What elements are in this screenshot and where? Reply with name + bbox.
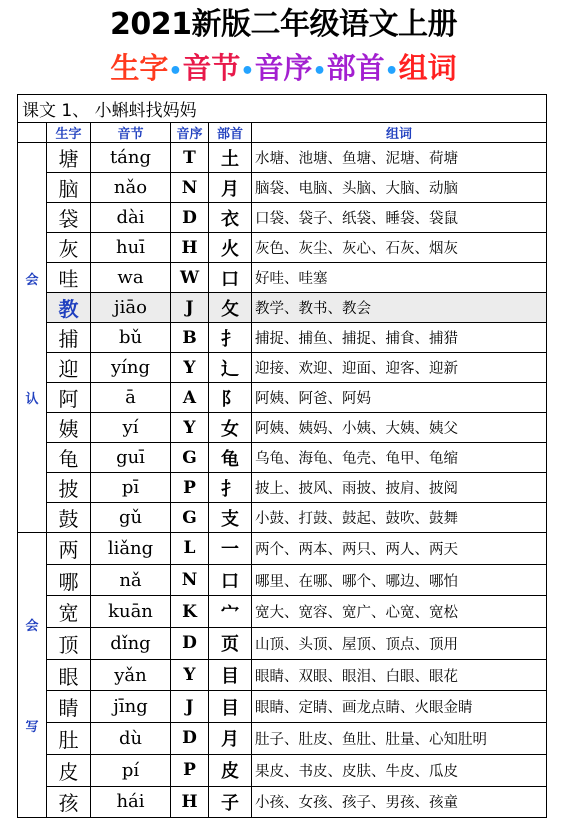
- row-words: 山顶、头顶、屋顶、顶点、顶用: [252, 628, 547, 660]
- table-row: [18, 353, 547, 383]
- page-title: 2021新版二年级语文上册: [110, 7, 457, 42]
- table-row: [18, 628, 547, 660]
- row-char: 哇: [47, 263, 91, 293]
- row-char: 捕: [47, 323, 91, 353]
- row-char: 袋: [47, 203, 91, 233]
- row-char: 塘: [47, 143, 91, 173]
- row-pinyin: wa: [91, 263, 171, 293]
- header-blank: [18, 123, 47, 143]
- row-order: J: [171, 293, 209, 323]
- row-words: 眼睛、定睛、画龙点睛、火眼金睛: [252, 691, 547, 723]
- row-words: 果皮、书皮、皮肤、牛皮、瓜皮: [252, 754, 547, 786]
- group-label: [18, 533, 47, 818]
- row-order: N: [171, 564, 209, 596]
- row-char: 孩: [47, 786, 91, 818]
- subtitle-dot: •: [384, 59, 399, 84]
- table-row: [18, 564, 547, 596]
- table-row: [18, 293, 547, 323]
- page-subtitle: [0, 50, 567, 90]
- row-char: 眼: [47, 659, 91, 691]
- group-label: [18, 143, 47, 533]
- row-order: G: [171, 443, 209, 473]
- row-order: P: [171, 473, 209, 503]
- table-row: [18, 723, 547, 755]
- table-row: [18, 691, 547, 723]
- row-pinyin: guī: [91, 443, 171, 473]
- row-char: 龟: [47, 443, 91, 473]
- row-radical: 女: [209, 413, 252, 443]
- row-pinyin: yíng: [91, 353, 171, 383]
- row-char: 宽: [47, 596, 91, 628]
- row-words: 阿姨、阿爸、阿妈: [252, 383, 547, 413]
- row-words: 迎接、欢迎、迎面、迎客、迎新: [252, 353, 547, 383]
- row-radical: 月: [209, 173, 252, 203]
- row-order: A: [171, 383, 209, 413]
- table-row: [18, 596, 547, 628]
- row-radical: 扌: [209, 473, 252, 503]
- subtitle-segment: 部首: [326, 51, 385, 85]
- row-pinyin: pī: [91, 473, 171, 503]
- row-order: P: [171, 754, 209, 786]
- row-radical: 目: [209, 659, 252, 691]
- row-pinyin: liǎng: [91, 533, 171, 565]
- row-radical: 辶: [209, 353, 252, 383]
- row-pinyin: dài: [91, 203, 171, 233]
- row-char: 灰: [47, 233, 91, 263]
- row-words: 口袋、袋子、纸袋、睡袋、袋鼠: [252, 203, 547, 233]
- lesson-title: 课文 1、 小蝌蚪找妈妈: [18, 95, 547, 123]
- row-radical: 支: [209, 503, 252, 533]
- group-label-char: 会: [25, 272, 39, 288]
- row-char: 迎: [47, 353, 91, 383]
- row-words: 教学、教书、教会: [252, 293, 547, 323]
- row-order: Y: [171, 353, 209, 383]
- table-row: [18, 754, 547, 786]
- row-radical: 口: [209, 263, 252, 293]
- row-pinyin: nǎ: [91, 564, 171, 596]
- table-row: [18, 786, 547, 818]
- row-radical: 龟: [209, 443, 252, 473]
- table-row: [18, 503, 547, 533]
- row-words: 哪里、在哪、哪个、哪边、哪怕: [252, 564, 547, 596]
- table-row: [18, 383, 547, 413]
- table-row: [18, 473, 547, 503]
- row-order: D: [171, 723, 209, 755]
- row-char: 鼓: [47, 503, 91, 533]
- group-label-char: 写: [25, 720, 39, 736]
- row-radical: 攵: [209, 293, 252, 323]
- row-pinyin: pí: [91, 754, 171, 786]
- header-order: 音序: [171, 123, 209, 143]
- row-words: 宽大、宽容、宽广、心宽、宽松: [252, 596, 547, 628]
- row-char: 披: [47, 473, 91, 503]
- row-order: K: [171, 596, 209, 628]
- row-char: 姨: [47, 413, 91, 443]
- table-row: [18, 173, 547, 203]
- row-words: 阿姨、姨妈、小姨、大姨、姨父: [252, 413, 547, 443]
- row-radical: 页: [209, 628, 252, 660]
- subtitle-segment: 音节: [182, 51, 241, 85]
- row-order: D: [171, 628, 209, 660]
- row-char: 两: [47, 533, 91, 565]
- row-order: H: [171, 233, 209, 263]
- row-words: 肚子、肚皮、鱼肚、肚量、心知肚明: [252, 723, 547, 755]
- row-pinyin: bǔ: [91, 323, 171, 353]
- row-char: 教: [47, 293, 91, 323]
- subtitle-segment: 组词: [398, 51, 457, 85]
- row-words: 好哇、哇塞: [252, 263, 547, 293]
- row-order: J: [171, 691, 209, 723]
- row-pinyin: jiāo: [91, 293, 171, 323]
- row-radical: 皮: [209, 754, 252, 786]
- row-order: T: [171, 143, 209, 173]
- row-pinyin: nǎo: [91, 173, 171, 203]
- table-row: [18, 443, 547, 473]
- row-words: 披上、披风、雨披、披肩、披阅: [252, 473, 547, 503]
- table-row: [18, 143, 547, 173]
- row-char: 脑: [47, 173, 91, 203]
- row-words: 眼睛、双眼、眼泪、白眼、眼花: [252, 659, 547, 691]
- row-words: 捕捉、捕鱼、捕捉、捕食、捕猎: [252, 323, 547, 353]
- subtitle-segment: 音序: [254, 51, 313, 85]
- row-order: Y: [171, 413, 209, 443]
- row-words: 脑袋、电脑、头脑、大脑、动脑: [252, 173, 547, 203]
- row-radical: 土: [209, 143, 252, 173]
- table-row: [18, 263, 547, 293]
- row-words: 乌龟、海龟、龟壳、龟甲、龟缩: [252, 443, 547, 473]
- row-pinyin: yí: [91, 413, 171, 443]
- row-words: 小孩、女孩、孩子、男孩、孩童: [252, 786, 547, 818]
- row-pinyin: jīng: [91, 691, 171, 723]
- row-char: 哪: [47, 564, 91, 596]
- row-pinyin: ā: [91, 383, 171, 413]
- table-row: [18, 659, 547, 691]
- group-label-char: 会: [25, 619, 39, 635]
- row-pinyin: táng: [91, 143, 171, 173]
- table-row: [18, 323, 547, 353]
- row-order: G: [171, 503, 209, 533]
- header-pinyin: 音节: [91, 123, 171, 143]
- row-pinyin: gǔ: [91, 503, 171, 533]
- row-char: 睛: [47, 691, 91, 723]
- row-pinyin: kuān: [91, 596, 171, 628]
- subtitle-segment: 生字: [110, 51, 169, 85]
- group-label-char: 认: [25, 391, 39, 407]
- table-row: [18, 533, 547, 565]
- row-char: 顶: [47, 628, 91, 660]
- row-pinyin: dù: [91, 723, 171, 755]
- row-order: N: [171, 173, 209, 203]
- row-pinyin: yǎn: [91, 659, 171, 691]
- row-radical: 子: [209, 786, 252, 818]
- table-row: [18, 413, 547, 443]
- header-radical: 部首: [209, 123, 252, 143]
- row-char: 肚: [47, 723, 91, 755]
- row-order: B: [171, 323, 209, 353]
- row-radical: 火: [209, 233, 252, 263]
- row-order: Y: [171, 659, 209, 691]
- subtitle-dot: •: [312, 59, 327, 84]
- row-order: H: [171, 786, 209, 818]
- vocab-table: [17, 94, 547, 818]
- row-char: 阿: [47, 383, 91, 413]
- row-words: 两个、两本、两只、两人、两天: [252, 533, 547, 565]
- row-radical: 宀: [209, 596, 252, 628]
- table-row: [18, 203, 547, 233]
- row-pinyin: huī: [91, 233, 171, 263]
- row-radical: 目: [209, 691, 252, 723]
- row-order: W: [171, 263, 209, 293]
- header-char: 生字: [47, 123, 91, 143]
- row-radical: 一: [209, 533, 252, 565]
- row-pinyin: hái: [91, 786, 171, 818]
- row-radical: 阝: [209, 383, 252, 413]
- row-words: 灰色、灰尘、灰心、石灰、烟灰: [252, 233, 547, 263]
- subtitle-dot: •: [240, 59, 255, 84]
- header-row: [18, 123, 547, 143]
- header-words: 组词: [252, 123, 547, 143]
- row-radical: 扌: [209, 323, 252, 353]
- table-row: [18, 233, 547, 263]
- row-radical: 月: [209, 723, 252, 755]
- row-order: L: [171, 533, 209, 565]
- row-order: D: [171, 203, 209, 233]
- row-radical: 衣: [209, 203, 252, 233]
- subtitle-dot: •: [168, 59, 183, 84]
- row-radical: 口: [209, 564, 252, 596]
- row-words: 水塘、池塘、鱼塘、泥塘、荷塘: [252, 143, 547, 173]
- row-words: 小鼓、打鼓、鼓起、鼓吹、鼓舞: [252, 503, 547, 533]
- row-char: 皮: [47, 754, 91, 786]
- row-pinyin: dǐng: [91, 628, 171, 660]
